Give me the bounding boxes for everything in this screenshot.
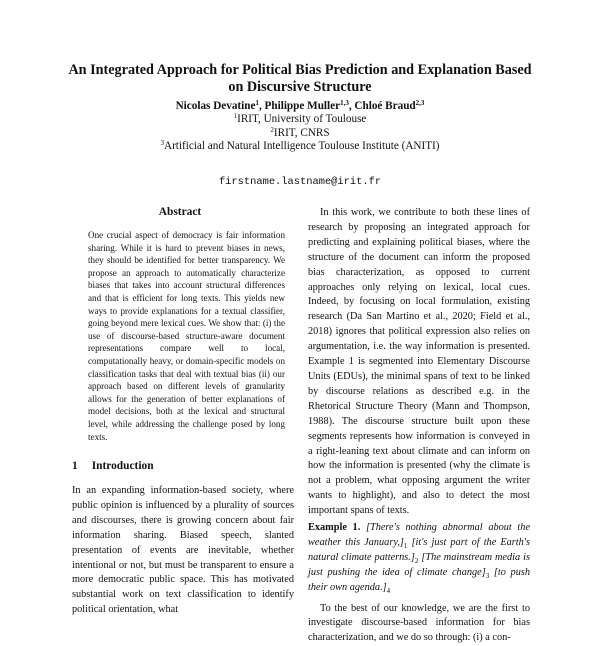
abstract-heading: Abstract [158,206,202,218]
section-heading [72,460,154,472]
author-separator: , [348,100,355,112]
edu-segment: [There's nothing abnormal about the weather this January,] [308,522,531,548]
section-number: 1 [72,460,78,472]
author-block [60,100,540,154]
body-paragraph: In this work, we contribute to both these lines of research by proposing an integrated approach for predicting and explaining political biases, where the structure of the document can inform the proposed bias characterization, as opposed to current approaches only relying on lexical, local cues. Indeed, by focusing on local formulation, existing research (Da San Martino et al., 2020; Field et al., 2018) ignores that political expression also relies on argumentation, i.e. the way information is presented. Example 1 is segmented into Elementary Discourse Units (EDUs), the minimal spans of text to be linked by discourse relations as described e.g. in the Rhetorical Structure Theory (Mann and Thompson, 1988). The discourse structure built upon these segments represents how information is conveyed in a right-leaning text about climate and can inform on how the information is presented (why the climate is not a problem, what opposing argument the writer wants to highlight), and also to detect the most important spans of texts. [308,207,530,517]
author-affil-marker: 1 [255,99,259,107]
contact-email: firstname.lastname@irit.fr [218,176,382,188]
affiliation [60,113,540,126]
abstract-text: One crucial aspect of democracy is fair information sharing. While it is hard to prevent biases in news, they should be identified for better transparency. We propose an approach to automatically characterize biases that takes into account structural differences and that is efficient for long texts. This yields new ways to provide explanations for a textual classifier, going beyond mere lexical cues. We show that: (i) the use of discourse-based structure-aware document representations compare well to local, computationally heavy, or domain-specific models on classification tasks that deal with textual bias (ii) our approach based on different levels of granularity allows for the generation of better explanations of model decisions, both at the lexical and structural level, while addressing the challenge posed by long texts. [88,230,285,442]
author-name: Nicolas Devatine [175,100,256,112]
affiliation [60,140,540,153]
author-name: Philippe Muller [264,100,341,112]
edu-segment: [it's just part of the Earth's natural climate patterns.] [308,536,530,563]
edu-index: 4 [386,586,391,595]
edu-index: 3 [485,571,490,580]
example-label: Example 1. [308,522,361,534]
affiliation-text: IRIT, University of Toulouse [237,113,367,126]
author-names [60,100,540,113]
affiliation-text: Artificial and Natural Intelligence Toulouse Institute (ANITI) [164,140,440,153]
author-affil-marker: 1,3 [340,99,349,107]
affiliation-marker: 2 [270,125,274,134]
section-title: Introduction [91,460,154,472]
author-name: Chloé Braud [354,100,416,112]
affiliation-marker: 3 [160,139,164,148]
author-separator: , [258,100,265,112]
affiliation [60,127,540,140]
paper-title: An Integrated Approach for Political Bias Prediction and Explanation Based on Discursive Structure [68,62,532,95]
author-affil-marker: 2,3 [415,99,425,107]
edu-segment: [The mainstream media is just pushing the idea of climate change] [308,551,530,578]
edu-segment: [to push their own agenda.] [308,566,531,593]
example-block [308,521,530,596]
affiliation-marker: 1 [233,112,238,121]
edu-index: 1 [403,541,408,550]
affiliation-text: IRIT, CNRS [273,126,330,139]
body-paragraph: To the best of our knowledge, we are the first to investigate discourse-based information for bias characterization, and we do so through: (i) a con- [308,602,530,644]
right-column [308,206,530,646]
intro-column [72,484,294,618]
edu-index: 2 [414,556,419,565]
intro-paragraph: In an expanding information-based society, where public opinion is influenced by a plurality of sources and discourses, there is growing concern about fair information sharing. Biased speech, slanted presentation of events are inevitable, whether intentional or not, but must be transparent to ensure a more democratic public space. This has motivated substantial work on text classification to identify political orientation, what [72,485,294,616]
